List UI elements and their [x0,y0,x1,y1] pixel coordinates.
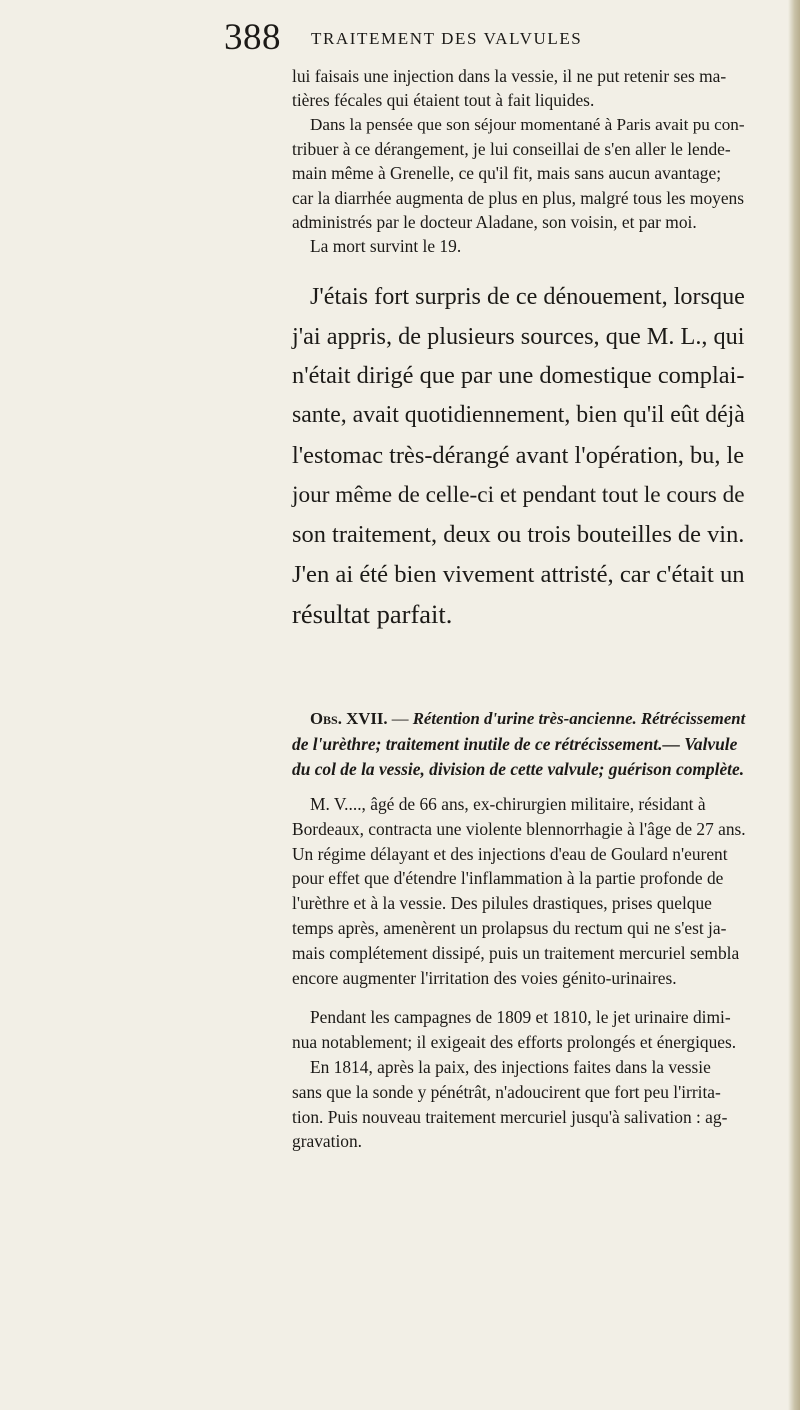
text-line: tribuer à ce dérangement, je lui conseillai de s'en aller le lende- [292,139,731,160]
text-line: encore augmenter l'irritation des voies génito-urinaires. [292,967,677,988]
text-line: sante, avait quotidiennement, bien qu'il eût déjà [292,402,745,429]
text-line: administrés par le docteur Aladane, son voisin, et par moi. [292,211,697,232]
text-line: j'ai appris, de plusieurs sources, que M. L., qui [292,322,745,350]
observation-title-line [292,707,747,732]
paragraph-3 [292,234,747,258]
text-line: main même à Grenelle, ce qu'il fit, mais sans aucun avantage; [292,163,722,184]
paragraph-5 [292,792,747,990]
text-line: son traitement, deux ou trois bouteilles de vin. [292,521,745,549]
text-line: Bordeaux, contracta une violente blennorrhagie à l'âge de 27 ans. [292,818,746,839]
text-line: J'étais fort surpris de ce dénouement, lorsque [310,283,745,310]
page-edge-shadow [788,0,800,1410]
text-line: l'estomac très-dérangé avant l'opération, bu, le [292,441,745,469]
paragraph-1 [292,64,747,112]
text-line: gravation. [292,1131,363,1152]
page-header [224,18,644,58]
observation-title-line: du col de la vessie, division de cette valvule; guérison complète. [292,758,745,779]
observation-heading [292,707,747,781]
text-line: sans que la sonde y pénétrât, n'adoucirent que fort peu l'irrita- [292,1081,721,1102]
text-line: tières fécales qui étaient tout à fait liquides. [292,90,595,111]
text-line: pour effet que d'étendre l'inflammation à la partie profonde de [292,868,724,889]
page-number: 388 [224,17,281,58]
text-line: n'était dirigé que par une domestique complai- [292,362,745,390]
text-line: En 1814, après la paix, des injections faites dans la vessie [310,1057,711,1077]
text-line: M. V...., âgé de 66 ans, ex-chirurgien militaire, résidant à [310,794,706,814]
paragraph-6 [292,1005,747,1055]
observation-title-line: de l'urèthre; traitement inutile de ce rétrécissement.— Valvule [292,733,738,754]
text-line: mais complétement dissipé, puis un traitement mercuriel sembla [292,942,740,963]
observation-title-part: Rétention d'urine très-ancienne. Rétrécissement [412,709,746,728]
paragraph-2 [292,113,747,234]
text-line: l'urèthre et à la vessie. Des pilules drastiques, prises quelque [292,893,712,914]
text-line: tion. Puis nouveau traitement mercuriel jusqu'à salivation : ag- [292,1106,728,1127]
text-line: temps après, amenèrent un prolapsus du rectum qui ne s'est ja- [292,917,727,938]
observation-label: Obs. XVII. [310,709,388,728]
text-line: J'en ai été bien vivement attristé, car c'était un [292,560,745,588]
text-line: jour même de celle-ci et pendant tout le cours de [292,481,745,508]
paragraph-4-large [292,277,747,634]
text-line: Dans la pensée que son séjour momentané à Paris avait pu con- [310,115,745,134]
paragraph-7 [292,1055,747,1154]
text-line: lui faisais une injection dans la vessie, il ne put retenir ses ma- [292,66,727,86]
running-head: TRAITEMENT DES VALVULES [311,29,583,48]
text-line: Pendant les campagnes de 1809 et 1810, le jet urinaire dimi- [310,1007,731,1027]
text-line: Un régime délayant et des injections d'eau de Goulard n'eurent [292,843,728,864]
text-line: résultat parfait. [292,598,453,629]
text-line: La mort survint le 19. [310,236,462,256]
observation-dash: — [387,709,413,728]
text-line: nua notablement; il exigeait des efforts prolongés et énergiques. [292,1031,737,1052]
text-line: car la diarrhée augmenta de plus en plus, malgré tous les moyens [292,187,745,208]
